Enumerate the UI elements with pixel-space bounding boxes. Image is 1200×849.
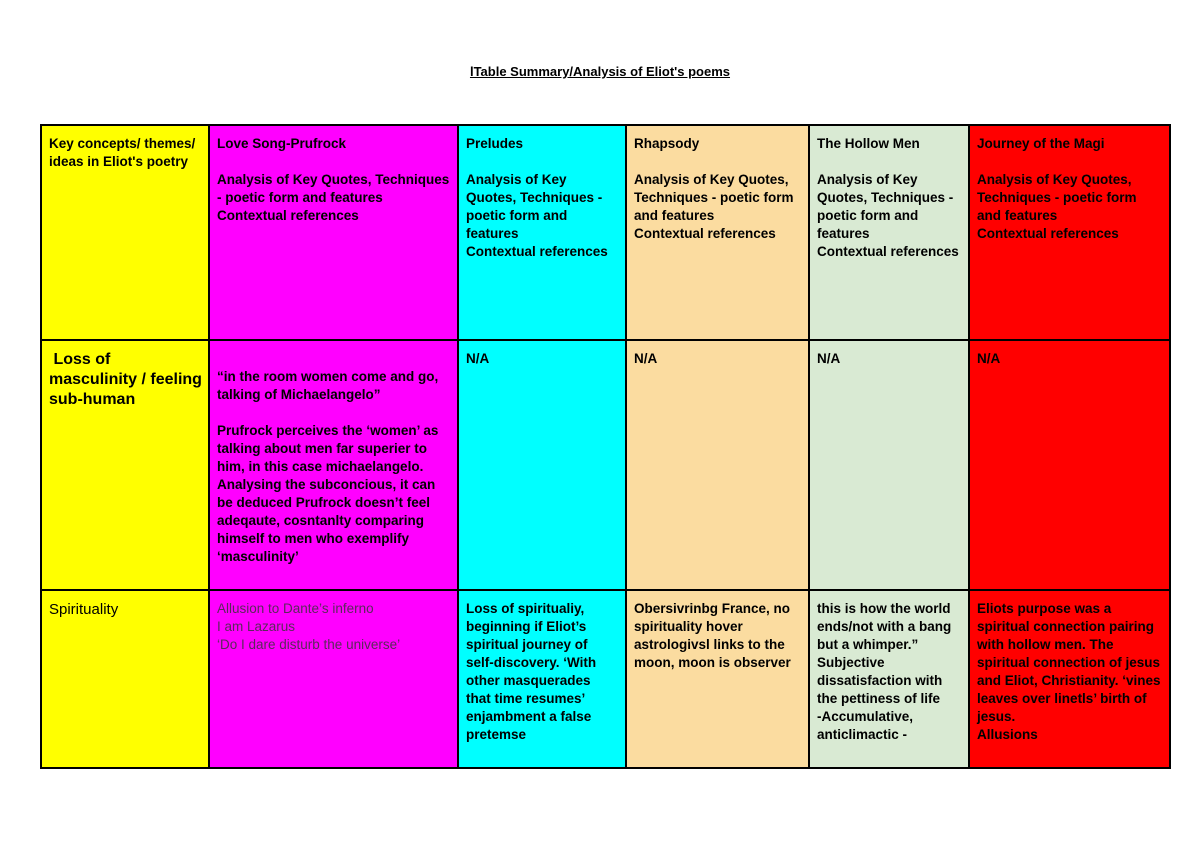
header-row [41,125,1170,340]
magi-cell-spirituality [969,590,1170,768]
summary-table [40,124,1171,769]
cell-text: N/A [466,351,490,366]
prufrock-analysis: Prufrock perceives the ‘women’ as talking about men far superier to him, in this case michaelangelo. Analysing the subconcious, it can be deduced Prufrock doesn’t feel adeqaute, cosntanlty comparing himself to men who exemplify ‘masculinity’ [217,423,439,564]
hollow-men-cell-spirituality [809,590,969,768]
cell-text: Allusion to Dante’s inferno I am Lazarus ‘Do I dare disturb the universe’ [217,601,401,652]
hollow-men-cell-masculinity [809,340,969,590]
cell-text: this is how the world ends/not with a bang but a whimper.” Subjective dissatisfaction with the pettiness of life -Accumulative, anticlimactic - [817,601,952,742]
prufrock-cell-spirituality [209,590,458,768]
preludes-cell-masculinity [458,340,626,590]
header-preludes-cell [458,125,626,340]
rhapsody-cell-masculinity [626,340,809,590]
cell-text: Eliots purpose was a spiritual connection pairing with hollow men. The spiritual connection of jesus and Eliot, Christianity. ‘vines leaves over linetls’ birth of jesus. Allusions [977,601,1161,742]
table-row [41,590,1170,768]
cell-text: Obersivrinbg France, no spirituality hover astrologivsl links to the moon, moon is observer [634,601,791,670]
cell-text: N/A [817,351,841,366]
poem-desc-magi: Analysis of Key Quotes, Techniques - poetic form and features Contextual references [977,172,1137,241]
table-row [41,340,1170,590]
cell-text: N/A [977,351,1001,366]
poem-name-rhapsody: Rhapsody [634,136,700,151]
magi-cell-masculinity [969,340,1170,590]
poem-name-hollow-men: The Hollow Men [817,136,920,151]
poem-desc-prufrock: Analysis of Key Quotes, Techniques - poetic form and features Contextual references [217,172,450,223]
poem-name-magi: Journey of the Magi [977,136,1105,151]
header-hollow-men-cell [809,125,969,340]
theme-label: Loss of masculinity / feeling sub-human [49,351,207,408]
header-magi-cell [969,125,1170,340]
prufrock-cell-masculinity [209,340,458,590]
poem-desc-preludes: Analysis of Key Quotes, Techniques - poetic form and features Contextual references [466,172,608,259]
preludes-cell-spirituality [458,590,626,768]
header-themes-cell [41,125,209,340]
header-themes-label: Key concepts/ themes/ ideas in Eliot's poetry [49,136,196,169]
poem-desc-hollow-men: Analysis of Key Quotes, Techniques - poetic form and features Contextual references [817,172,959,259]
theme-cell-masculinity [41,340,209,590]
poem-name-prufrock: Love Song-Prufrock [217,136,347,151]
theme-cell-spirituality [41,590,209,768]
header-rhapsody-cell [626,125,809,340]
theme-label: Spirituality [49,601,119,618]
header-prufrock-cell [209,125,458,340]
cell-text: Loss of spiritualiy, beginning if Eliot’s spiritual journey of self-discovery. ‘With other masquerades that time resumes’ enjambment a false pretemse [466,601,597,742]
document-title: lTable Summary/Analysis of Eliot's poems [469,64,731,79]
prufrock-quote: “in the room women come and go, talking of Michaelangelo” [217,369,439,402]
rhapsody-cell-spirituality [626,590,809,768]
poem-desc-rhapsody: Analysis of Key Quotes, Techniques - poetic form and features Contextual references [634,172,794,241]
poem-name-preludes: Preludes [466,136,524,151]
cell-text: N/A [634,351,658,366]
